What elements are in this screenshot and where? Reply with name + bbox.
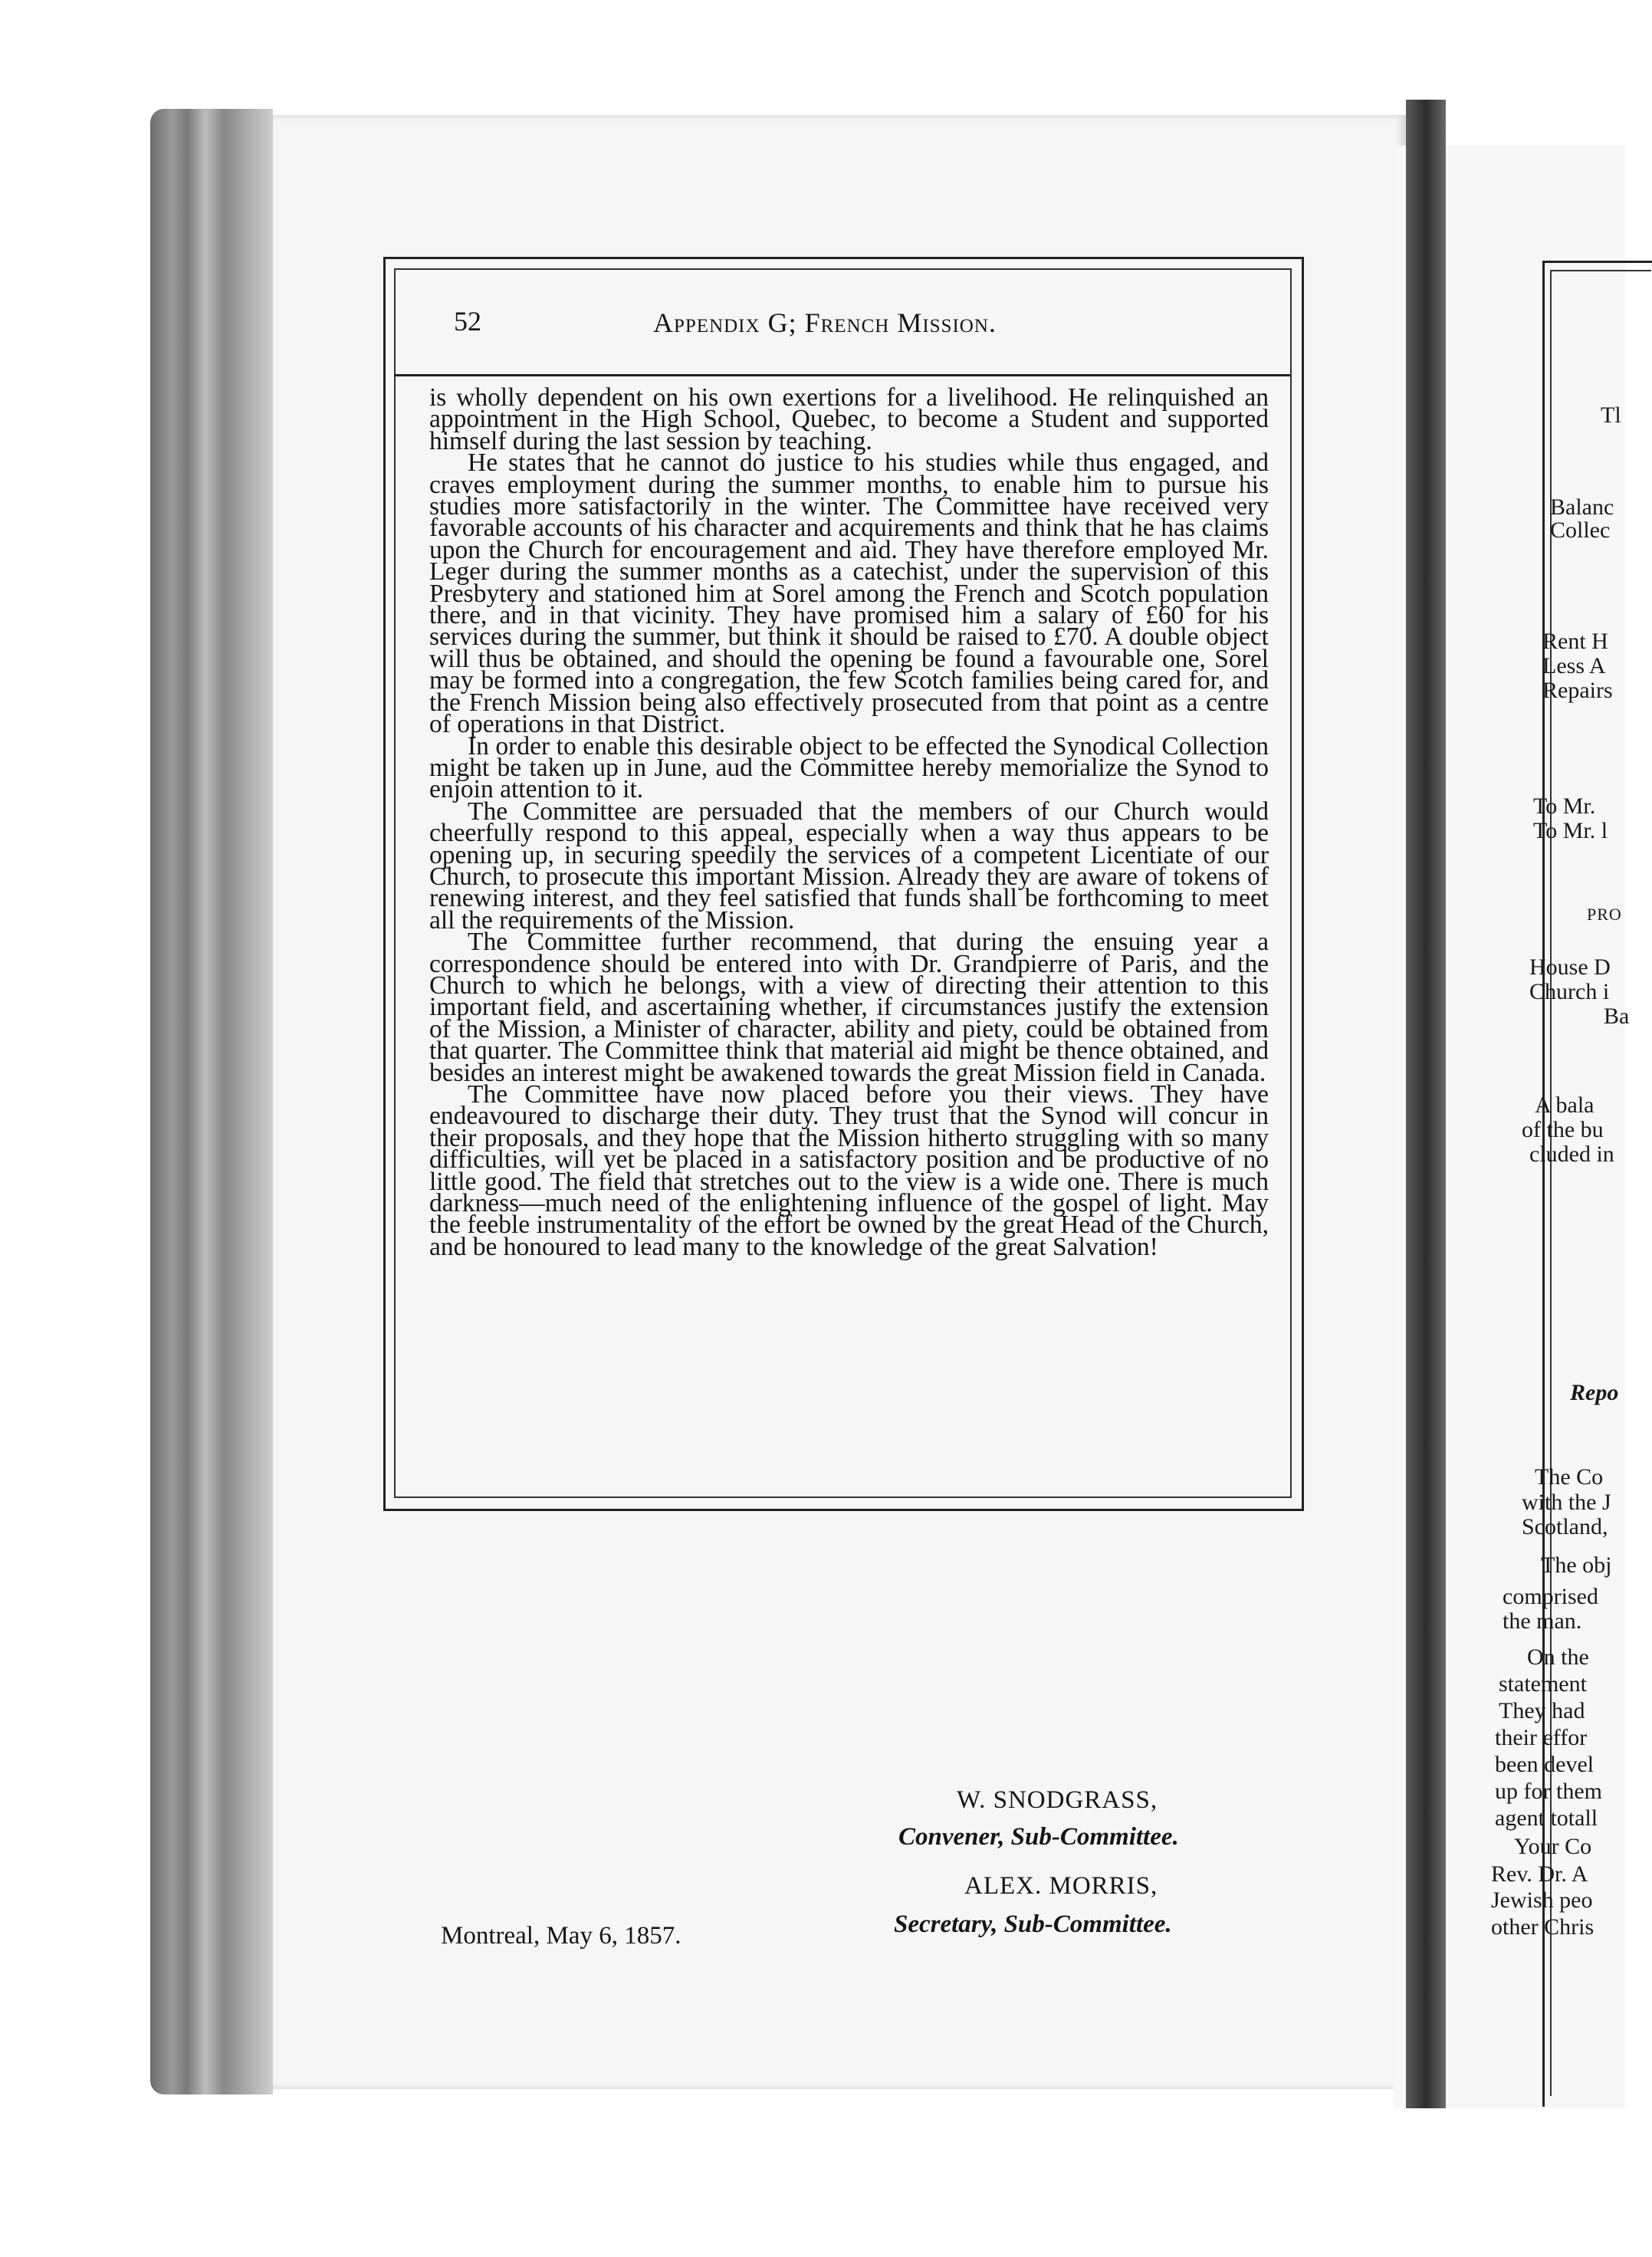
- place-date: Montreal, May 6, 1857.: [441, 1922, 681, 1950]
- paragraph: The Committee further recommend, that during the ensuing year a correspondence should be entered into with Dr. Grandpierre of Paris, and the Church to which he belongs, with a view of directing their attention to this important field, and ascertaining whether, if circumstances justify the extension of the Mission, a Minister of character, ability and piety, could be obtained from that quarter. The Committee think that material aid might be thence obtained, and besides an interest might be awakened towards the great Mission field in Canada.: [429, 928, 1269, 1087]
- right-page-line: On the: [1527, 1644, 1589, 1670]
- right-page-line: the man.: [1503, 1608, 1582, 1634]
- body-text: [429, 383, 1269, 1261]
- right-page-line: They had: [1499, 1698, 1585, 1723]
- right-page-line: other Chris: [1491, 1914, 1595, 1940]
- right-page-line: Rent H: [1542, 629, 1608, 654]
- paragraph: He states that he cannot do justice to his studies while thus engaged, and craves employment during the summer months, to enable him to pursue his studies more satisfactorily in the winter. The Committee have received very favorable accounts of his character and acquirements and think that he has claims upon the Church for encouragement and aid. They have therefore employed Mr. Leger during the summer months as a catechist, under the supervision of this Presbytery and stationed him at Sorel among the French and Scotch population there, and in that vicinity. They have promised him a salary of £60 for his services during the summer, but think it should be raised to £70. A double object will thus be obtained, and should the opening be found a favourable one, Sorel may be formed into a congregation, the few Scotch families being cared for, and the French Mission being also effectively prosecuted from that point as a centre of operations in that District.: [429, 448, 1269, 739]
- right-page-line: Repairs: [1542, 678, 1613, 703]
- header-rule: [394, 374, 1290, 376]
- signature-title: Convener, Sub-Committee.: [898, 1823, 1179, 1851]
- right-page-line: agent totall: [1495, 1805, 1598, 1831]
- right-page-line: Scotland,: [1522, 1514, 1608, 1539]
- right-page-line: Church i: [1529, 979, 1610, 1004]
- right-page-line: Tl: [1601, 402, 1621, 428]
- right-page-line: their effor: [1495, 1725, 1588, 1750]
- right-page-line: House D: [1529, 954, 1611, 980]
- paragraph: In order to enable this desirable object to be effected the Synodical Collection might be taken up in June, aud the Committee hereby memorialize the Synod to enjoin attention to it.: [429, 731, 1269, 804]
- paragraph: is wholly dependent on his own exertions for a livelihood. He relinquished an appointment in the High School, Quebec, to become a Student and supported himself during the last session by teaching.: [429, 383, 1269, 455]
- right-page-line: been devel: [1495, 1752, 1595, 1777]
- right-page-line: The Co: [1535, 1464, 1604, 1490]
- paragraph: The Committee have now placed before you their views. They have endeavoured to discharge their duty. They trust that the Synod will concur in their proposals, and they hope that the Mission hitherto struggling with so many difficulties, will yet be placed in a satisfactory position and be productive of no little good. The field that stretches out to the view is a wide one. There is much darkness—much need of the enlightening influence of the gospel of light. May the feeble instrumentality of the effort be owned by the great Head of the Church, and be honoured to lead many to the knowledge of the great Salvation!: [429, 1080, 1269, 1261]
- right-page-line: statement: [1499, 1671, 1587, 1697]
- right-page-line: The obj: [1541, 1552, 1612, 1578]
- right-page-line: Balanc: [1550, 494, 1614, 520]
- paragraph: The Committee are persuaded that the members of our Church would cheerfully respond to this appeal, especially when a way thus appears to be opening up, in securing speedily the services of a competent Licentiate of our Church, to prosecute this important Mission. Already they are aware of tokens of renewing interest, and they feel satisfied that funds shall be forthcoming to meet all the requirements of the Mission.: [429, 797, 1269, 935]
- signature-name: ALEX. MORRIS,: [964, 1872, 1158, 1900]
- right-page-line: of the bu: [1522, 1117, 1604, 1142]
- right-page-line: To Mr.: [1533, 793, 1596, 819]
- right-page-line: Ba: [1604, 1004, 1630, 1029]
- right-page-line: Jewish peo: [1491, 1887, 1593, 1913]
- right-page-line: cluded in: [1529, 1142, 1614, 1167]
- right-page-line: up for them: [1495, 1779, 1602, 1804]
- right-page-line: Less A: [1542, 653, 1606, 678]
- right-page-line: A bala: [1535, 1092, 1595, 1118]
- right-page-line: comprised: [1503, 1584, 1598, 1609]
- signature-title: Secretary, Sub-Committee.: [894, 1910, 1172, 1938]
- right-page-line: Rev. Dr. A: [1491, 1861, 1588, 1887]
- book-page-edges: [150, 109, 273, 2094]
- signature-name: W. SNODGRASS,: [957, 1786, 1158, 1814]
- right-page-line: with the J: [1522, 1490, 1611, 1515]
- running-head: Appendix G; French Mission.: [653, 307, 997, 338]
- right-page-line: PRO: [1587, 905, 1622, 924]
- right-page-line: Your Co: [1514, 1834, 1592, 1859]
- right-page-line: To Mr. l: [1533, 818, 1608, 843]
- page-number: 52: [454, 306, 481, 337]
- right-page-line: Repo: [1570, 1380, 1619, 1405]
- book-gutter: [1406, 100, 1446, 2108]
- right-page-line: Collec: [1550, 517, 1611, 543]
